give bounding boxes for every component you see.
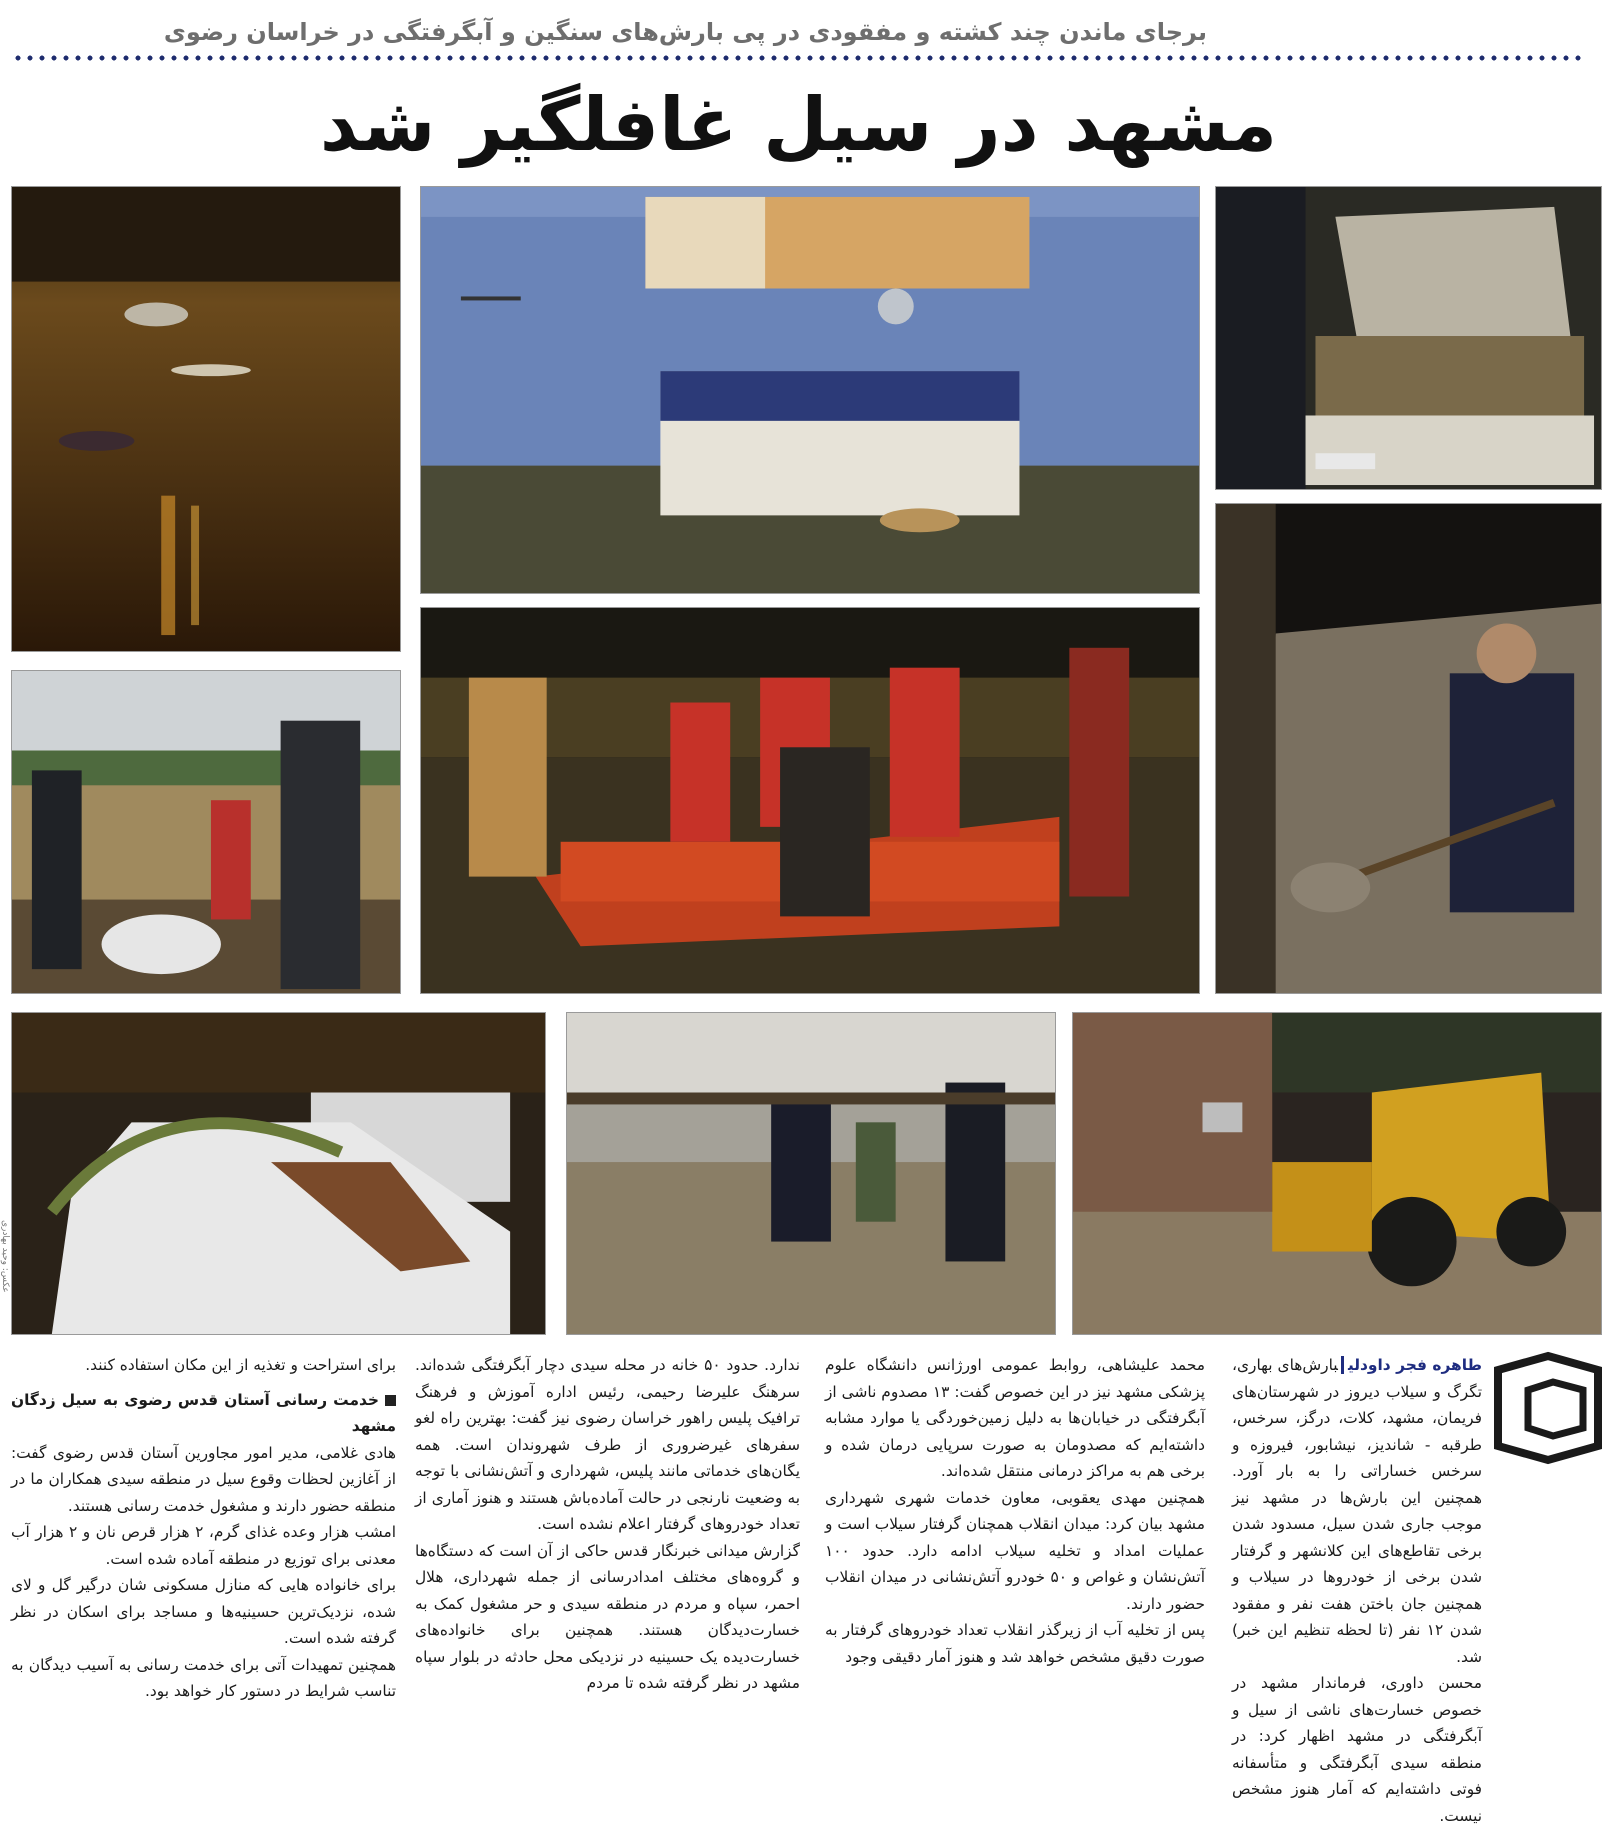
article-paragraph: هادی غلامی، مدیر امور مجاورین آستان قدس رضوی گفت: از آغازین لحظات وقوع سیل در منطقه سیدی همکاران ما در منطقه حضور دارند و مشغول خدمت رسانی هستند.	[11, 1443, 396, 1515]
article-paragraph: محمد علیشاهی، روابط عمومی اورژانس دانشگاه علوم پزشکی مشهد نیز در این خصوص گفت: ۱۳ مصدوم ناشی از آبگرفتگی در خیابان‌ها به دلیل زمین‌خوردگی یا موارد مشابه داشته‌ایم که مصدومان به صورت سرپایی درمان شده و برخی هم به مراکز درمانی منتقل شده‌اند.	[825, 1356, 1205, 1480]
kicker: برجای ماندن چند کشته و مفقودی در پی بارش‌های سنگین و آبگرفتگی در خراسان رضوی	[163, 18, 1207, 46]
headline: مشهد در سیل غافلگیر شد	[319, 82, 1278, 168]
article-paragraph: برای خانواده هایی که منازل مسکونی شان درگیر گل و لای شده، نزدیک‌ترین حسینیه‌ها و مساجد برای اسکان در نظر گرفته شده است.	[11, 1576, 396, 1647]
article-paragraph: پس از تخلیه آب از زیرگذر انقلاب تعداد خودروهای گرفتار به صورت دقیق مشخص خواهد شد و هنوز آمار دقیقی وجود	[825, 1621, 1205, 1666]
article-paragraph: ندارد. حدود ۵۰ خانه در محله سیدی دچار آبگرفتگی شده‌اند. سرهنگ علیرضا رحیمی، رئیس اداره آموزش و فرهنگ ترافیک پلیس راهور خراسان رضوی نیز گفت: بهترین راه لغو سفرهای غیرضروری از طرف شهروندان است. همه یگان‌های خدماتی مانند پلیس، شهرداری و آتش‌نشانی با توجه به وضعیت نارنجی در حالت آماده‌باش هستند و هنوز آماری از تعداد خودروهای گرفتار اعلام نشده است.	[415, 1356, 800, 1533]
dotted-divider	[12, 55, 1585, 61]
article-paragraph: بارش‌های بهاری، تگرگ و سیلاب دیروز در شهرستان‌های فریمان، مشهد، کلات، درگز، سرخس، طرقبه - شاندیز، نیشابور، فیروزه و سرخس خساراتی را به بار آورد. همچنین این بارش‌ها در مشهد نیز موجب جاری شدن سیل، مسدود شدن برخی تقاطع‌های این کلانشهر و گرفتار شدن برخی از خودروها در سیلاب و همچنین جان باختن هفت نفر و مفقود شدن ۱۲ نفر (تا لحظه تنظیم این خبر) شد.	[1232, 1356, 1482, 1666]
photo-rescuers-riverbank	[11, 670, 401, 994]
section-subhead: خدمت رسانی آستان قدس رضوی به سیل زدگان مشهد	[11, 1390, 396, 1435]
article-column-2	[825, 1352, 1205, 1667]
photo-loader-clearing-mud	[1072, 1012, 1602, 1335]
photo-rescue-boat-night	[420, 607, 1200, 994]
article-paragraph: گزارش میدانی خبرنگار قدس حاکی از آن است که دستگاه‌ها و گروه‌های مختلف امدادرسانی از جمله شهرداری، هلال احمر، سپاه و مردم در منطقه سیدی و حر مشغول کمک به خسارت‌دیدگان هستند. همچنین برای خانواده‌های خسارت‌دیده یک حسینیه در نزدیکی محل حادثه در بلوار سپاه مشهد در نظر گرفته شده تا مردم	[415, 1541, 800, 1692]
byline: طاهره فجر داودلی	[1341, 1356, 1482, 1374]
photo-workers-digging-basement	[566, 1012, 1056, 1335]
article-column-1	[1232, 1352, 1482, 1825]
photo-mud-filled-car-engine	[1215, 186, 1602, 490]
square-bullet-icon	[385, 1395, 396, 1406]
article-paragraph: همچنین تمهیدات آتی برای خدمت رسانی به آسیب دیدگان به تناسب شرایط در دستور کار خواهد بود.	[11, 1655, 396, 1700]
photo-flooded-kitchen	[420, 186, 1200, 594]
photo-flooded-street-night	[11, 186, 401, 652]
photo-credit: عکس: وحید بهادری	[0, 1220, 10, 1293]
article-paragraph: محسن داوری، فرماندار مشهد در خصوص خسارت‌های ناشی از سیل و آبگرفتگی در مشهد اظهار کرد: در منطقه سیدی آبگرفتگی و متأسفانه فوتی داشته‌ایم که آمار هنوز مشخص نیست.	[1232, 1674, 1482, 1825]
article-paragraph: همچنین مهدی یعقوبی، معاون خدمات شهری شهرداری مشهد بیان کرد: میدان انقلاب همچنان گرفتار سیلاب است و عملیات امداد و تخلیه سیلاب ادامه دارد. حدود ۱۰۰ آتش‌نشان و غواص و ۵۰ خودرو آتش‌نشانی در میدان انقلاب حضور دارند.	[825, 1488, 1205, 1613]
article-paragraph: امشب هزار وعده غذای گرم، ۲ هزار قرص نان و ۲ هزار آب معدنی برای توزیع در منطقه آماده شده است.	[11, 1523, 396, 1568]
photo-crushed-car-under-tree	[11, 1012, 546, 1335]
newspaper-logo-icon	[1508, 1350, 1608, 1466]
article-paragraph: برای استراحت و تغذیه از این مکان استفاده کنند.	[85, 1356, 396, 1374]
article-column-4	[11, 1352, 396, 1700]
photo-man-shoveling-mud	[1215, 503, 1602, 994]
article-column-3	[415, 1352, 800, 1692]
